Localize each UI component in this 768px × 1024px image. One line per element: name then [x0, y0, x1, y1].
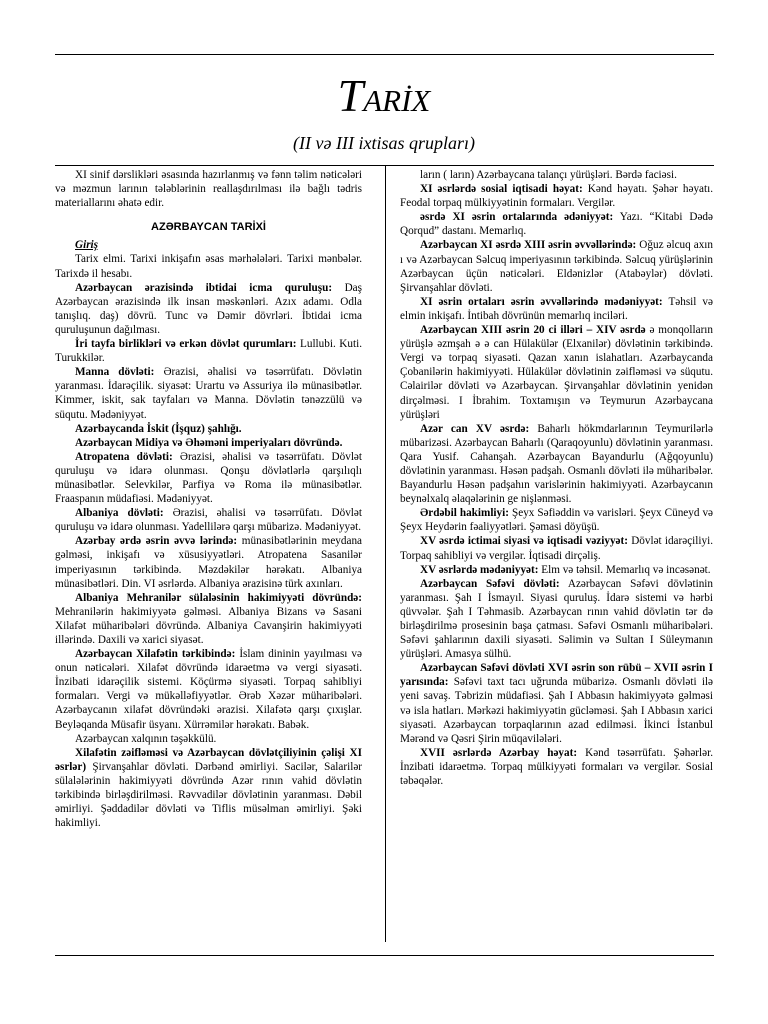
- paragraph-body: Mehranilərin hakimiyyətə gəlməsi. Albaniya Bizans və Sasani Xilafət müharibələri dövründə. Albaniya Cavanşirin hakimiyyəti illərində. Daxili və xarici siyasət.: [55, 605, 362, 646]
- paragraph-body: Azərbaycan Səfəvi dövlətinin yaranması. Şah I İsmayıl. Siyasi quruluş. İdarə sistemi və hərbi qüvvələr. Şah I Təhmasib. Azərbaycan rının vahid dövlətin tər də birləşdirilmə prosesinin başa çatması. Səfəvi Osmanlı müharibələri. Səfəvi şahlarının daxili siyasəti. Səlimin və Sultan I Süleymanın yürüşləri. Amasya sülhü.: [400, 577, 713, 661]
- paragraph: [400, 182, 713, 210]
- paragraph-heading: Azərbaycan Səfəvi dövləti XVI əsrin son rübü – XVII əsrin I yarısında:: [400, 662, 713, 689]
- paragraph: [400, 295, 713, 323]
- paragraph: [55, 746, 362, 831]
- paragraph-heading: Azərbaycan XI əsrdə XIII əsrin əvvəllərində:: [420, 239, 637, 252]
- paragraph-heading: XI əsrin ortaları əsrin əvvəllərində mədəniyyət:: [420, 295, 663, 308]
- paragraph: [55, 281, 362, 337]
- paragraph: [55, 337, 362, 365]
- paragraph-heading: XI əsrlərdə sosial iqtisadi həyat:: [420, 183, 583, 196]
- paragraph: [55, 647, 362, 732]
- paragraph-heading: Azərbaycan ərazisində ibtidai icma quruluşu:: [75, 281, 333, 294]
- page-title: [0, 70, 768, 121]
- paragraph: [400, 238, 713, 294]
- paragraph-body: İslam dininin yayılması və onun nəticələri. Xilafət dövründə idarəetmə və vergi siyasəti. İnzibati idarəçilik sistemi. Köçürmə siyasəti. Torpaq sahibliyi formaları. Vergi və mükəlləfiyyətlər. Ərəb Xəzər müharibələri. Azərbaycanın xilafət dövründəki ərazisi. Xilafətə qarşı çıxışlar. Beyləqanda Müsafir üsyanı. Xürrəmilər hərəkatı. Babək.: [55, 648, 362, 731]
- paragraph-heading: Xilafətin zəifləməsi və Azərbaycan dövlətçiliyinin çəlişi XI əsrlər): [55, 746, 362, 773]
- paragraph-heading: XVII əsrlərdə Azərbay həyat:: [420, 746, 578, 759]
- paragraph-body: Lullubi. Kuti. Turukkilər.: [55, 338, 362, 365]
- left-column: [55, 168, 362, 830]
- paragraph-heading: Manna dövləti:: [75, 366, 155, 379]
- paragraph-heading: Azərbaycanda İskit (İşquz) şahlığı.: [75, 422, 242, 435]
- paragraph: Azərbaycan xalqının təşəkkülü.: [75, 732, 217, 745]
- column-divider: [385, 166, 386, 942]
- paragraph-heading: Azərbay ərdə əsrin əvvə lərində:: [75, 535, 238, 548]
- paragraph-heading: Ərdəbil hakimliyi:: [420, 507, 509, 520]
- subsection-heading: Giriş: [75, 239, 99, 252]
- paragraph: Tarix elmi. Tarixi inkişafın əsas mərhələləri. Tarixi mənbələr. Tarixdə il hesabı.: [55, 253, 362, 280]
- paragraph: [55, 365, 362, 421]
- paragraph-body: Şeyx Səfiəddin və varisləri. Şeyx Cüneyd və Şeyx Heydərin fəaliyyətləri. Şəmasi döyüşü.: [400, 507, 714, 534]
- paragraph-body: Təhsil və elmin inkişafı. İntibah dövrünün memarlıq inciləri.: [400, 295, 713, 322]
- paragraph: [400, 577, 713, 662]
- paragraph: [55, 591, 362, 647]
- paragraph: [400, 422, 713, 507]
- paragraph-body: Baharlı hökmdarlarının Teymurilərlə mübarizəsi. Azərbaycan Baharlı (Qaraqoyunlu) dövlətinin yaranması. Qara Yusif. Cahanşah. Azərbaycan Bayandurlu (Ağqoyunlu) dövlətinin yaranması. Həsən padşah. Osmanlı dövləti ilə müharibələr. Bayandurlu Həsən padşahın varislərinin hakimiyyəti. Azərbaycanın beynəlxalq əlaqələrinin ge nişlənməsi.: [400, 422, 714, 506]
- bottom-rule: [55, 955, 714, 956]
- paragraph: [55, 534, 362, 590]
- paragraph-body: Şirvanşahlar dövləti. Dərbənd əmirliyi. Sacilər, Salarilər sülalələrinin hakimiyyəti dövründə Azər rının vahid dövlətin tərkibində birləşdirilməsi. Rəvvadilər dövlətinin yaranması. Dəbil əmirliyi. Şəddadilər dövləti və Tiflis müsəlman əmirliyi. Şəki hakimliyi.: [55, 760, 363, 830]
- paragraph: ların ( ların) Azərbaycana talançı yürüşləri. Bərdə faciəsi.: [420, 169, 677, 181]
- paragraph-body: Yazı. “Kitabi Dədə Qorqud” dastanı. Memarlıq.: [400, 211, 713, 238]
- paragraph-heading: Azərbaycan Xilafətin tərkibində:: [75, 648, 236, 661]
- paragraph: [400, 661, 713, 746]
- paragraph: [400, 534, 713, 562]
- paragraph-heading: Azərbaycan Midiya və Əhəməni imperiyaları dövründə.: [75, 436, 343, 449]
- right-column: [400, 168, 713, 788]
- paragraph-body: Elm və təhsil. Memarlıq və incəsənət.: [541, 563, 711, 576]
- intro-paragraph: XI sinif dərslikləri əsasında hazırlanmış və fənn təlim nəticələri və məzmun larının tələblərinin reallaşdırılması ilə bağlı tədris materiallarını əhatə edir.: [55, 169, 362, 210]
- section-heading: AZƏRBAYCAN TARİXİ: [151, 221, 266, 234]
- paragraph-heading: XV əsrdə ictimai siyasi və iqtisadi vəziyyət:: [420, 535, 628, 548]
- paragraph: [400, 506, 713, 534]
- paragraph: [55, 450, 362, 506]
- title-rest: ARİX: [363, 83, 431, 118]
- paragraph: [400, 746, 713, 788]
- paragraph-body: Ərazisi, əhalisi və təsərrüfatı. Dövlət quruluşu və idarə olunması. Yadellilərə qarşı mübarizə. Mədəniyyət.: [55, 507, 362, 534]
- paragraph-heading: XV əsrlərdə mədəniyyət:: [420, 563, 539, 576]
- paragraph-body: Ərazisi, əhalisi və təsərrüfatı. Dövlət quruluşu və idarə olunması. Qonşu dövlətlərlə qarşılıqlı münasibətlər. Selevkilər, Parfiya və Roma ilə münasibətlər. Fraaspanın müdafiəsi. Mədəniyyət.: [55, 450, 362, 506]
- paragraph-heading: Atropatena dövləti:: [75, 450, 173, 463]
- paragraph-heading: Azərbaycan Səfəvi dövləti:: [420, 577, 560, 590]
- top-rule: [55, 54, 714, 55]
- paragraph: [400, 323, 713, 422]
- paragraph: [55, 506, 362, 534]
- paragraph-body: Ərazisi, əhalisi və təsərrüfatı. Dövlətin yaranması. İdarəçilik. siyasət: Urartu və Assuriya ilə münasibətlər. Kimmer, iskit, sak tayfaları və Manna. Dövlətin tənəzzülü və süqutu. Mədəniyyət.: [55, 366, 363, 421]
- paragraph-heading: İri tayfa birlikləri və erkən dövlət qurumları:: [75, 338, 297, 351]
- paragraph: [400, 210, 713, 238]
- paragraph-body: Oğuz əlcuq axın ı və Azərbaycan Səlcuq imperiyasının tərkibində. Səlcuq yürüşlərinin Azərbaycan üçün nəticələri. Eldənizlər (Atabəylər) dövləti. Şirvanşahlar dövləti.: [400, 239, 713, 294]
- paragraph-body: Kənd təsərrüfatı. Şəhərlər. İnzibati idarəetmə. Torpaq mülkiyyəti formaları və vergilər. Sosial təbəqələr.: [400, 746, 713, 788]
- paragraph-heading: əsrdə XI əsrin ortalarında ədəniyyət:: [420, 211, 614, 224]
- paragraph-body: münasibətlərinin meydana gəlməsi, inkişafı və xüsusiyyətləri. Atropatena Sasanilər imperiyasının tərkibində. Məzdəkilər hərəkatı. Albaniya münasibətləri. Din. VI əsrlərdə. Albaniya ərazisinə türk axınları.: [55, 535, 362, 590]
- paragraph-heading: Albaniya dövləti:: [75, 507, 164, 520]
- paragraph-body: Daş Azərbaycan ərazisində ilk insan məskənləri. Azıx adamı. Odla tanışlıq. daş) dövrü. Tunc və Dəmir dövrləri. İbtidai icma quruluşunun dağılması.: [55, 281, 362, 336]
- paragraph-body: Səfəvi taxt tacı uğrunda mübarizə. Osmanlı dövləti ilə yeni savaş. Təbrizin müdafiəsi. Şah I Abbasın hakimiyyətə gəlməsi və isla hatları. Mərkəzi hakimiyyətin gücləməsi. Şah I Abbasın xarici siyasəti. Azərbaycan torpaqlarının azad edilməsi. İkinci İstanbul Mərənd və Qəsri Şirin müqavilələri.: [400, 676, 713, 745]
- paragraph-heading: Albaniya Mehranilər sülaləsinin hakimiyyəti dövründə:: [75, 591, 362, 604]
- paragraph-heading: Azərbaycan XIII əsrin 20 ci illəri – XIV əsrdə: [420, 324, 646, 337]
- paragraph-heading: Azər can XV əsrdə:: [420, 422, 530, 435]
- title-initial: T: [337, 70, 364, 121]
- paragraph-body: ə monqolların yürüşlə əzmşah ə ə can Hülakülər (Elxanilər) dövlətinin tərkibində. Vergi və torpaq siyasəti. Qazan xanın islahatları. Azərbaycanda Çobanilərin hakimiyyəti. Hülakülər dövlətinin zəifləməsi və süqutu. Cəlairilər dövləti və Azərbaycan. Şirvanşahlar dövlətinin yenidən dirçəlməsi. I İbrahim. Toxtamışın və Teymurun Azərbaycana yürüşləri: [400, 324, 713, 421]
- paragraph-body: Kənd həyatı. Şəhər həyatı. Feodal torpaq mülkiyyətinin formaları. Vergilər.: [400, 183, 714, 210]
- paragraph: [400, 563, 713, 577]
- page-subtitle: (II və III ixtisas qrupları): [293, 133, 475, 153]
- paragraph-body: Dövlət idarəçiliyi. Torpaq sahibliyi və vergilər. İqtisadi dirçəliş.: [400, 535, 713, 562]
